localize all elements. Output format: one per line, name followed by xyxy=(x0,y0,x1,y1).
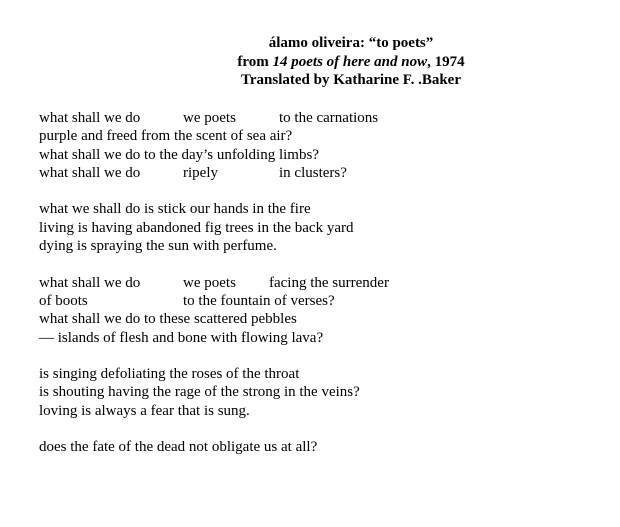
poem-heading xyxy=(0,34,620,90)
line-segment: what shall we do xyxy=(39,274,141,291)
source-prefix: from xyxy=(237,53,273,70)
line-segment: purple and freed from the scent of sea air? xyxy=(39,128,293,145)
poem-title: álamo oliveira: “to poets” xyxy=(268,35,434,51)
stanza xyxy=(39,274,389,347)
poem-line xyxy=(39,438,318,456)
line-segment: facing the surrender xyxy=(269,274,389,291)
stanza xyxy=(39,200,354,255)
line-segment: living is having abandoned fig trees in the back yard xyxy=(39,219,354,236)
poem-line xyxy=(39,310,297,328)
line-segment: to the carnations xyxy=(279,110,379,126)
line-segment: what shall we do to these scattered pebbles xyxy=(39,311,297,328)
poem-line xyxy=(39,219,354,237)
poem-line xyxy=(39,292,335,310)
poem-line xyxy=(39,109,379,127)
line-segment: ripely xyxy=(183,164,218,181)
line-segment: of boots xyxy=(39,292,88,309)
line-segment: dying is spraying the sun with perfume. xyxy=(39,238,277,255)
translator-credit: Translated by Katharine F. .Baker xyxy=(240,72,461,88)
poem-line xyxy=(39,383,360,401)
source-year: , 1974 xyxy=(427,53,465,70)
line-segment: to the fountain of verses? xyxy=(183,292,335,309)
poem-line xyxy=(39,127,293,145)
poem-line xyxy=(39,200,311,218)
poem-line xyxy=(39,237,277,255)
source-book-title: 14 poets of here and now xyxy=(272,53,428,70)
line-segment: what shall we do to the day’s unfolding limbs? xyxy=(39,146,319,163)
line-segment: loving is always a fear that is sung. xyxy=(39,402,250,419)
stanza xyxy=(39,109,379,182)
line-segment: we poets xyxy=(183,274,236,291)
line-segment: what we shall do is stick our hands in the fire xyxy=(39,201,311,218)
line-segment: what shall we do xyxy=(39,110,141,126)
line-segment: what shall we do xyxy=(39,164,141,181)
line-segment: is singing defoliating the roses of the throat xyxy=(39,366,300,383)
poem-line xyxy=(39,146,319,164)
stanza xyxy=(39,365,360,420)
poem-body xyxy=(39,109,389,475)
poem-line xyxy=(39,329,324,347)
line-segment: does the fate of the dead not obligate us at all? xyxy=(39,439,318,456)
line-segment: — islands of flesh and bone with flowing lava? xyxy=(39,329,324,346)
line-segment: is shouting having the rage of the strong in the veins? xyxy=(39,384,360,401)
line-segment: in clusters? xyxy=(279,164,347,181)
poem-line xyxy=(39,164,347,182)
poem-line xyxy=(39,402,250,420)
poem-line xyxy=(39,365,300,383)
stanza xyxy=(39,438,318,456)
source-line xyxy=(0,53,620,72)
poem-line xyxy=(39,274,389,292)
line-segment: we poets xyxy=(183,110,236,126)
